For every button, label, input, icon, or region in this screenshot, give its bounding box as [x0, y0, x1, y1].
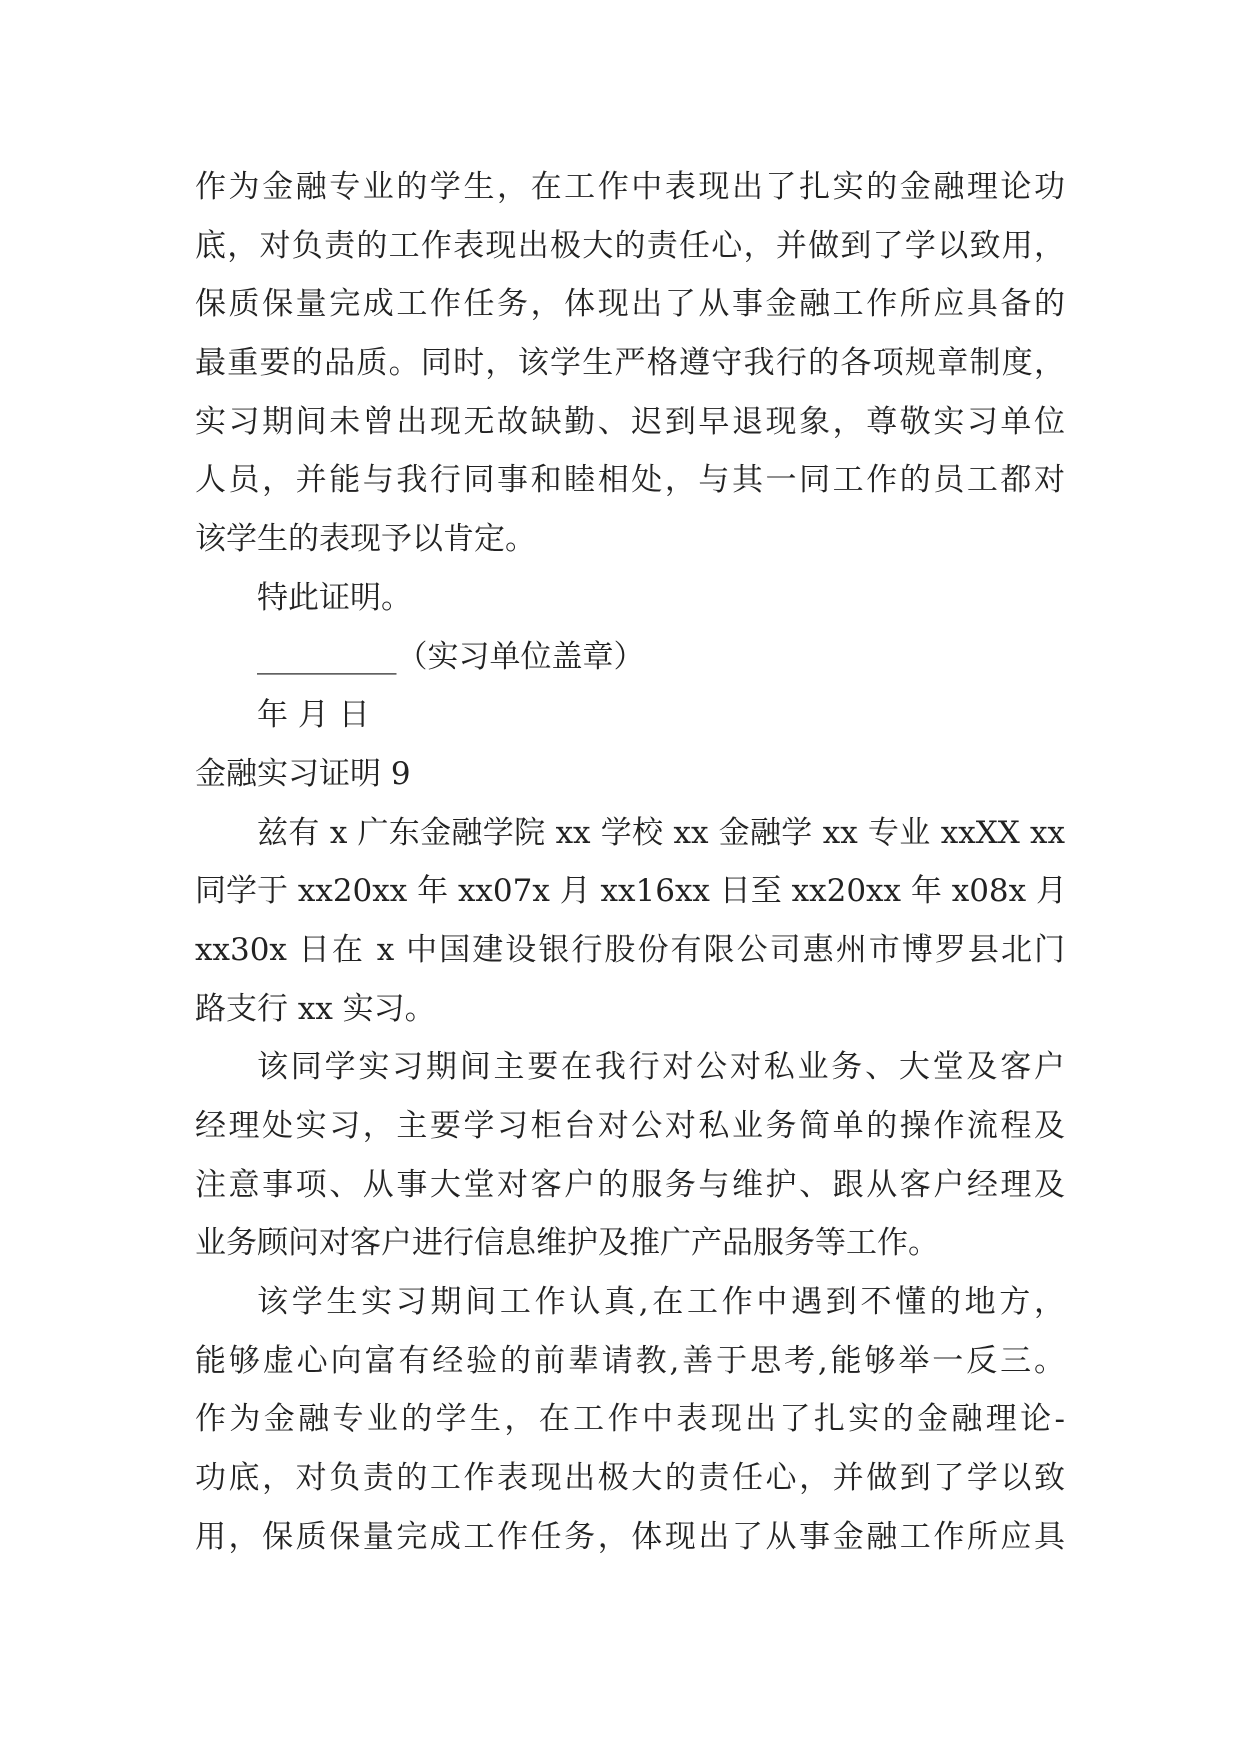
- text-line: 人员，并能与我行同事和睦相处，与其一同工作的员工都对: [195, 462, 1065, 499]
- text-line: 同学于 xx20xx 年 xx07x 月 xx16xx 日至 xx20xx 年 x08x 月: [195, 873, 1067, 910]
- text-line: 底，对负责的工作表现出极大的责任心，并做到了学以致用，: [195, 227, 1065, 264]
- date-line: 年 月 日: [257, 697, 370, 734]
- text-line: 作为金融专业的学生，在工作中表现出了扎实的金融理论-: [195, 1401, 1065, 1438]
- text-line: 功底，对负责的工作表现出极大的责任心，并做到了学以致: [195, 1460, 1065, 1497]
- text-line: 路支行 xx 实习。: [195, 990, 436, 1027]
- text-line: 业务顾问对客户进行信息维护及推广产品服务等工作。: [195, 1225, 939, 1262]
- text-line: 作为金融专业的学生，在工作中表现出了扎实的金融理论功: [195, 169, 1065, 205]
- document-body: [195, 158, 1065, 1567]
- text-line: 实习期间未曾出现无故缺勤、迟到早退现象，尊敬实习单位: [195, 403, 1065, 440]
- text-line: 该同学实习期间主要在我行对公对私业务、大堂及客户: [257, 1049, 1065, 1086]
- text-line: 最重要的品质。同时，该学生严格遵守我行的各项规章制度，: [195, 345, 1065, 382]
- text-line: 该学生的表现予以肯定。: [195, 521, 536, 558]
- text-line: 能够虚心向富有经验的前辈请教,善于思考,能够举一反三。: [195, 1342, 1065, 1379]
- text-line: 经理处实习，主要学习柜台对公对私业务简单的操作流程及: [195, 1108, 1065, 1144]
- text-line: 保质保量完成工作任务，体现出了从事金融工作所应具备的: [195, 286, 1065, 323]
- text-line: xx30x 日在 x 中国建设银行股份有限公司惠州市博罗县北门: [195, 931, 1065, 968]
- section-heading: 金融实习证明 9: [195, 755, 411, 792]
- text-line: 用，保质保量完成工作任务，体现出了从事金融工作所应具: [195, 1518, 1065, 1555]
- seal-line: _________（实习单位盖章）: [257, 638, 645, 675]
- text-line: 注意事项、从事大堂对客户的服务与维护、跟从客户经理及: [195, 1166, 1065, 1203]
- text-line: 兹有 x 广东金融学院 xx 学校 xx 金融学 xx 专业 xxXX xx: [257, 814, 1065, 851]
- certification-statement: 特此证明。: [257, 579, 412, 616]
- text-line: 该学生实习期间工作认真,在工作中遇到不懂的地方，: [257, 1284, 1065, 1321]
